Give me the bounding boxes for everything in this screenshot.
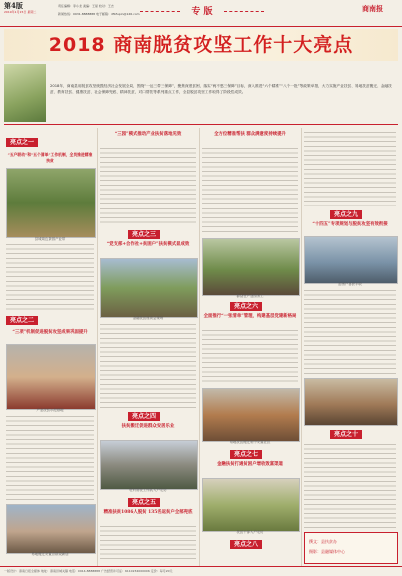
footer-text: 一版设计：商南日报全媒体 地址：商南县城关镇 电话：0914-8888888 广告经营许可证：6110234000006 定价：每月20元: [4, 569, 173, 573]
email-line: 新闻热线：0931-8888888 电子邮箱：dfbfupin@126.com: [58, 12, 140, 16]
body-text-1: [6, 244, 94, 310]
intro-text: 2018年，商南县用脱贫攻坚统揽经济社会发展全局，围绕“一达三带三保障”，聚焦深度贫困，落实“两不愁三保障”目标，深入推进“六个精准”“八个一批”等政策举措，大力实施产业扶贫、易地扶贫搬迁、金融扶贫、教育扶贫、健康扶贫、社会保障兜底、精神扶贫，对口帮扶等系列重点工作，全县脱贫攻坚工作取得了阶段性成效。: [50, 84, 392, 94]
highlight-tag-7: 亮点之七: [230, 450, 262, 459]
body-text-7: [202, 330, 298, 384]
photo-industry-park: [100, 258, 198, 318]
highlight-tag-2: 亮点之二: [6, 316, 38, 325]
highlight-tag-10: 亮点之十: [330, 430, 362, 439]
caption-2: 产业扶贫示范基地: [36, 408, 64, 412]
photo-harvest: [202, 478, 300, 532]
photo-finance-meeting: [304, 236, 398, 284]
caption-4: 金融扶贫座谈会现场: [132, 316, 164, 320]
body-text-3: [100, 148, 196, 224]
highlight-title-3: “三园”模式推动产业扶贫落地见效: [114, 132, 182, 137]
body-text-6: [202, 148, 298, 234]
photo-group: [6, 504, 96, 554]
highlight-title-6: 精准扶贫1086人脱贫 135名返贫户全部兜底: [103, 510, 193, 515]
highlight-title-8: 全面推行“一张清单”管理，构建基层党建新格局: [203, 314, 297, 319]
highlight-title-9: 金融扶贫打通贫困户增收致富渠道: [217, 462, 283, 467]
highlight-title-1: “五户联动”和“五个清单”工作机制，全员推进精准扶贫: [7, 152, 93, 163]
photo-meeting: [6, 344, 96, 410]
body-text-9: [304, 290, 396, 374]
highlight-title-10: “十四五”专项规划与脱贫攻坚有效衔接: [312, 222, 388, 227]
headline-banner: [4, 29, 398, 61]
photo-field-visit: [202, 238, 300, 296]
column-divider-1: [97, 128, 98, 566]
highlight-tag-6: 亮点之六: [230, 302, 262, 311]
credit-photo: 摄影：县融媒体中心: [309, 549, 345, 554]
body-text-8: [304, 132, 396, 206]
body-text-5: [100, 526, 196, 562]
caption-3: 易地搬迁安置点群众新居: [31, 552, 69, 556]
body-text-4: [100, 324, 196, 408]
masthead: [0, 0, 402, 27]
highlight-title-4: “党支部+合作社+贫困户”扶贫模式显成效: [106, 242, 190, 247]
body-text-2: [6, 416, 94, 500]
editor-line: 责任编辑：李小龙 美编：王星 校对：王志: [58, 4, 114, 8]
highlight-tag-5: 亮点之五: [128, 498, 160, 507]
paper-name: 商南报: [362, 4, 383, 13]
section-label: 专 版: [191, 7, 213, 17]
highlight-tag-3: 亮点之三: [128, 230, 160, 239]
intro-rule: [4, 124, 398, 125]
highlight-tag-1: 亮点之一: [6, 138, 38, 147]
column-divider-3: [301, 128, 302, 566]
caption-1: 县城周边茶园产业带: [34, 237, 66, 241]
date-line: 2019年1月15日 星期二: [4, 10, 37, 14]
credits-box: [304, 532, 398, 564]
highlight-tag-9: 亮点之九: [330, 210, 362, 219]
photo-resettlement: [202, 388, 300, 442]
highlight-tag-8: 亮点之八: [230, 540, 262, 549]
column-divider-2: [199, 128, 200, 566]
photo-market: [304, 378, 398, 426]
caption-7: 易地扶贫搬迁集中安置社区: [229, 440, 271, 444]
highlight-title-7: 全方位精准帮扶 群众满意度持续提升: [214, 132, 286, 137]
section-rule-left: [140, 11, 180, 12]
highlight-tag-4: 亮点之四: [128, 412, 160, 421]
headline: 2018 商南脱贫攻坚工作十大亮点: [48, 34, 354, 56]
section-rule-right: [224, 11, 264, 12]
page-label: 第4版: [4, 1, 23, 10]
photo-relocation: [100, 440, 198, 490]
highlight-title-2: “三项”机制促进脱贫攻坚成果巩固提升: [12, 330, 88, 335]
intro-image: [4, 64, 46, 122]
caption-6: 群众在产业园务工: [236, 294, 264, 298]
photo-tea-garden: [6, 168, 96, 238]
highlight-title-5: 扶贫搬迁促进群众安居乐业: [121, 424, 175, 429]
body-text-10: [304, 444, 396, 528]
caption-9: 贫困户喜获丰收: [338, 282, 362, 286]
caption-5: 驻村帮扶工作队入户走访: [129, 488, 167, 492]
credit-writer: 撰文：县扶贫办: [309, 539, 337, 544]
caption-8: 扶贫干部入户走访: [236, 530, 264, 534]
